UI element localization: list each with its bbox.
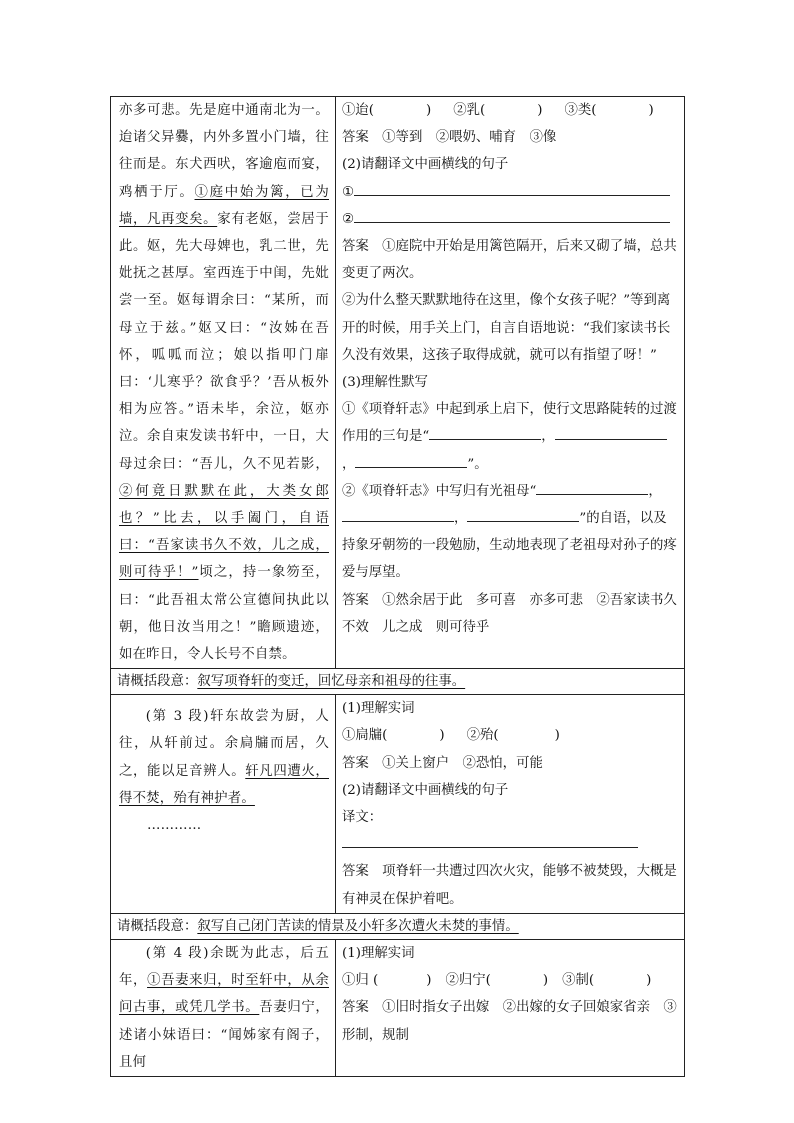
summary-row-1 xyxy=(111,669,685,695)
passage-cell xyxy=(111,97,336,669)
passage-text: 顷之，持一象笏至，曰：“此吾祖太常公宣德间执此以朝，他日汝当用之！”瞻顾遗迹，如在昨日，令人长号不自禁。 xyxy=(119,565,329,663)
answer-label: 答案 xyxy=(342,1000,369,1016)
passage-text: (第 4 段)余既为此志，后五年， xyxy=(119,945,329,989)
answer-label: 答案 xyxy=(342,130,369,146)
answer-line: 答案 ①等到 ②喂奶、哺育 ③像 xyxy=(342,130,557,146)
translate-question: (2)请翻译文中画横线的句子 xyxy=(342,782,509,798)
passage-text: (第 3 段)轩东故尝为厨，人往，从轩前过。余扃牖而居，久之，能以足音辨人。 xyxy=(119,709,329,779)
passage-row-3 xyxy=(111,939,685,1076)
summary-label: 请概括段意： xyxy=(117,918,198,934)
answer-blank[interactable] xyxy=(429,425,541,440)
summary-cell xyxy=(111,913,685,939)
answer-blank[interactable] xyxy=(342,507,454,522)
summary-label: 请概括段意： xyxy=(117,674,198,690)
passage-text: 亦多可悲。先是庭中通南北为一。迨诸父异爨，内外多置小门墙，往往而是。东犬西吠，客逾庖而宴，鸡栖于厅。 xyxy=(119,103,329,200)
vocab-question: (1)理解实词 xyxy=(342,945,415,961)
answer-line: 答案 ①庭院中开始是用篱笆隔开，后来又砌了墙，总共变更了两次。 xyxy=(342,239,677,282)
answer-blank[interactable] xyxy=(467,507,579,522)
worksheet-table xyxy=(110,96,685,1077)
answer-line: 答案 ①关上窗户 ②恐怕，可能 xyxy=(342,755,543,771)
answer-label: 答案 xyxy=(342,592,369,608)
vocab-items: ①扃牖( ) ②殆( ) xyxy=(342,728,560,744)
passage-cell xyxy=(111,939,336,1076)
question-cell xyxy=(336,939,685,1076)
translation-blank: 译文： xyxy=(336,804,684,858)
blank-line-1: ① xyxy=(336,179,684,206)
answer-text: ②为什么整天默默地待在这里，像个女孩子呢？”等到离开的时候，用手关上门，自言自语地说：“我们家读书长久没有效果，这孩子取得成就，就可以有指望了呀！” xyxy=(342,293,671,363)
answer-blank[interactable] xyxy=(355,453,467,468)
answer-label: 答案 xyxy=(342,239,369,255)
blank-line-2: ② xyxy=(336,206,684,233)
summary-text: 叙写自己闭门苦读的情景及小轩多次遭火未焚的事情。 xyxy=(197,918,519,934)
recitation-item-2: ②《项脊轩志》中写归有光祖母“ ，， ”的自语，以及持象牙朝笏的一段勉励，生动地表现了老祖母对孙子的疼爱与厚望。 xyxy=(336,478,684,587)
underlined-sentence: ①吾妻来归，时至轩中，从余问古事，或凭几学书。 xyxy=(119,973,329,1016)
answer-label: 答案 xyxy=(342,864,369,880)
ellipsis: ………… xyxy=(147,818,202,834)
question-cell xyxy=(336,695,685,914)
summary-row-2 xyxy=(111,913,685,939)
answer-blank[interactable] xyxy=(555,425,667,440)
vocab-question: (1)理解实词 xyxy=(342,701,415,717)
answer-line: 答案 ①旧时指女子出嫁 ②出嫁的女子回娘家省亲 ③形制，规制 xyxy=(342,1000,677,1043)
vocab-items: ①归 ( ) ②归宁( ) ③制( ) xyxy=(342,973,652,989)
answer-blank[interactable] xyxy=(354,181,670,196)
answer-line: 答案 项脊轩一共遭过四次火灾，能够不被焚毁，大概是有神灵在保护着吧。 xyxy=(342,864,677,907)
passage-row-1 xyxy=(111,97,685,669)
underlined-sentence: ①庭中始为篱，已为墙，凡再变矣。 xyxy=(119,184,329,227)
passage-cell xyxy=(111,695,336,914)
passage-text: 家有老妪，尝居于此。妪，先大母婢也，乳二世，先妣抚之甚厚。室西连于中闺，先妣尝一至。妪每谓余曰：“某所，而母立于兹。”妪又曰：“汝姊在吾怀，呱呱而泣；娘以指叩门扉曰：‘儿寒乎？欲食乎？’吾从板外相为应答。”语未毕，余泣，妪亦泣。余自束发读书轩中，一日，大母过余曰：“吾儿，久不见若影， xyxy=(119,211,329,472)
question-cell xyxy=(336,97,685,669)
answer-blank[interactable] xyxy=(354,208,670,223)
answer-blank[interactable] xyxy=(536,480,648,495)
underlined-sentence: 轩凡四遭火，得不焚，殆有神护者。 xyxy=(119,763,329,806)
passage-row-2 xyxy=(111,695,685,914)
vocab-question: ①迨( ) ②乳( ) ③类( ) xyxy=(342,103,654,118)
answer-line: 答案 ①然余居于此 多可喜 亦多可悲 ②吾家读书久不效 儿之成 则可待乎 xyxy=(342,592,677,635)
answer-blank[interactable] xyxy=(342,833,638,848)
translate-question: (2)请翻译文中画横线的句子 xyxy=(342,157,509,173)
recitation-question: (3)理解性默写 xyxy=(342,375,428,391)
summary-text: 叙写项脊轩的变迁，回忆母亲和祖母的往事。 xyxy=(197,674,466,690)
underlined-sentence: ②何竟日默默在此，大类女郎也？”比去，以手阖门，自语曰：“吾家读书久不效，儿之成，则可待乎！” xyxy=(119,483,329,581)
answer-label: 答案 xyxy=(342,755,369,771)
summary-cell xyxy=(111,669,685,695)
passage-text: 吾妻归宁，述诸小妹语曰：“闻姊家有阁子，且何 xyxy=(119,1000,330,1070)
recitation-item-1: ①《项脊轩志》中起到承上启下，使行文思路陡转的过渡作用的三句是“ ，， ”。 xyxy=(342,402,677,472)
